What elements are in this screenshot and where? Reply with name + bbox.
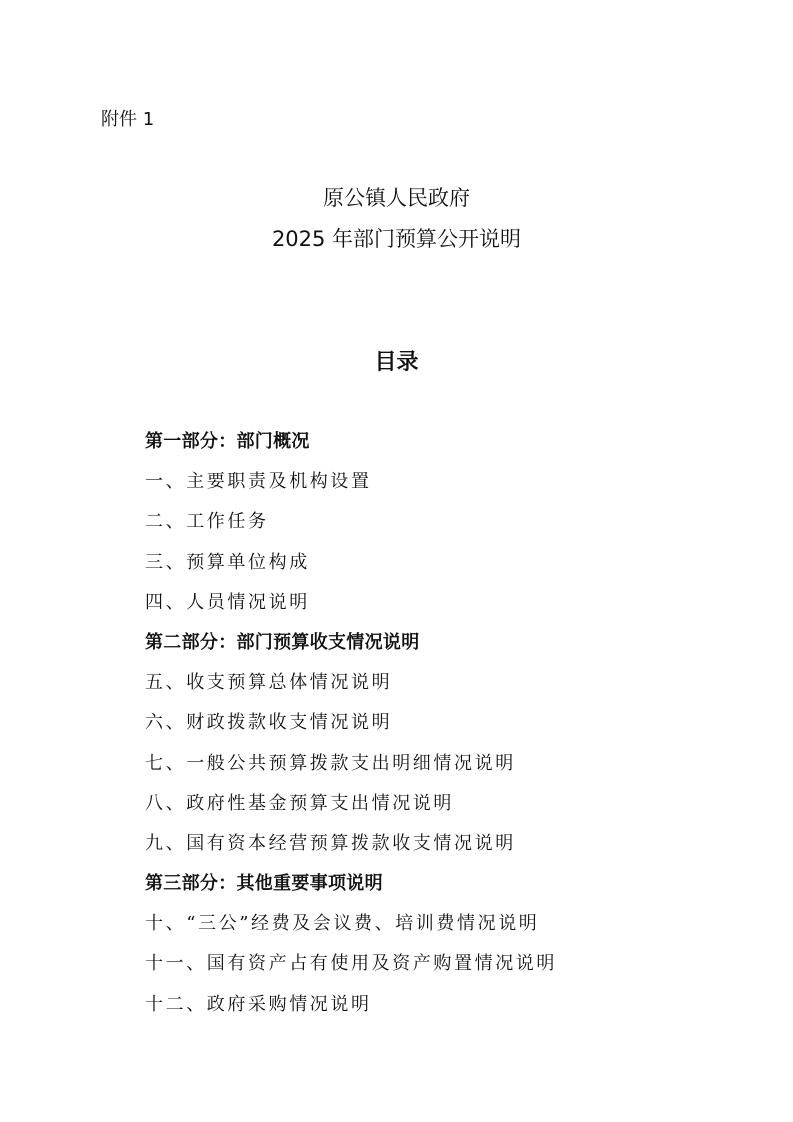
toc-entry-3: 三、预算单位构成: [145, 551, 310, 573]
toc-entry-8: 八、政府性基金预算支出情况说明: [145, 792, 454, 814]
document-title-organization: 原公镇人民政府: [323, 186, 470, 210]
toc-part-2: 第二部分：部门预算收支情况说明: [145, 631, 420, 653]
toc-entry-2: 二、工作任务: [145, 511, 269, 533]
toc-entry-7: 七、一般公共预算拨款支出明细情况说明: [145, 752, 516, 774]
toc-entry-11: 十一、国有资产占有使用及资产购置情况说明: [145, 953, 557, 975]
toc-entry-10: 十、“三公”经费及会议费、培训费情况说明: [145, 913, 540, 935]
attachment-label: 附件 1: [101, 109, 155, 130]
table-of-contents: [145, 426, 705, 1029]
toc-entry-12: 十二、政府采购情况说明: [145, 993, 372, 1015]
toc-entry-6: 六、财政拨款收支情况说明: [145, 712, 393, 734]
toc-heading: 目录: [374, 350, 419, 375]
toc-entry-4: 四、人员情况说明: [145, 591, 310, 613]
toc-entry-1: 一、主要职责及机构设置: [145, 471, 372, 493]
toc-entry-9: 九、国有资本经营预算拨款收支情况说明: [145, 832, 516, 854]
toc-part-3: 第三部分：其他重要事项说明: [145, 873, 383, 895]
toc-part-1: 第一部分：部门概况: [145, 431, 310, 452]
toc-entry-5: 五、收支预算总体情况说明: [145, 672, 393, 694]
document-title-subject: 2025 年部门预算公开说明: [271, 227, 522, 251]
